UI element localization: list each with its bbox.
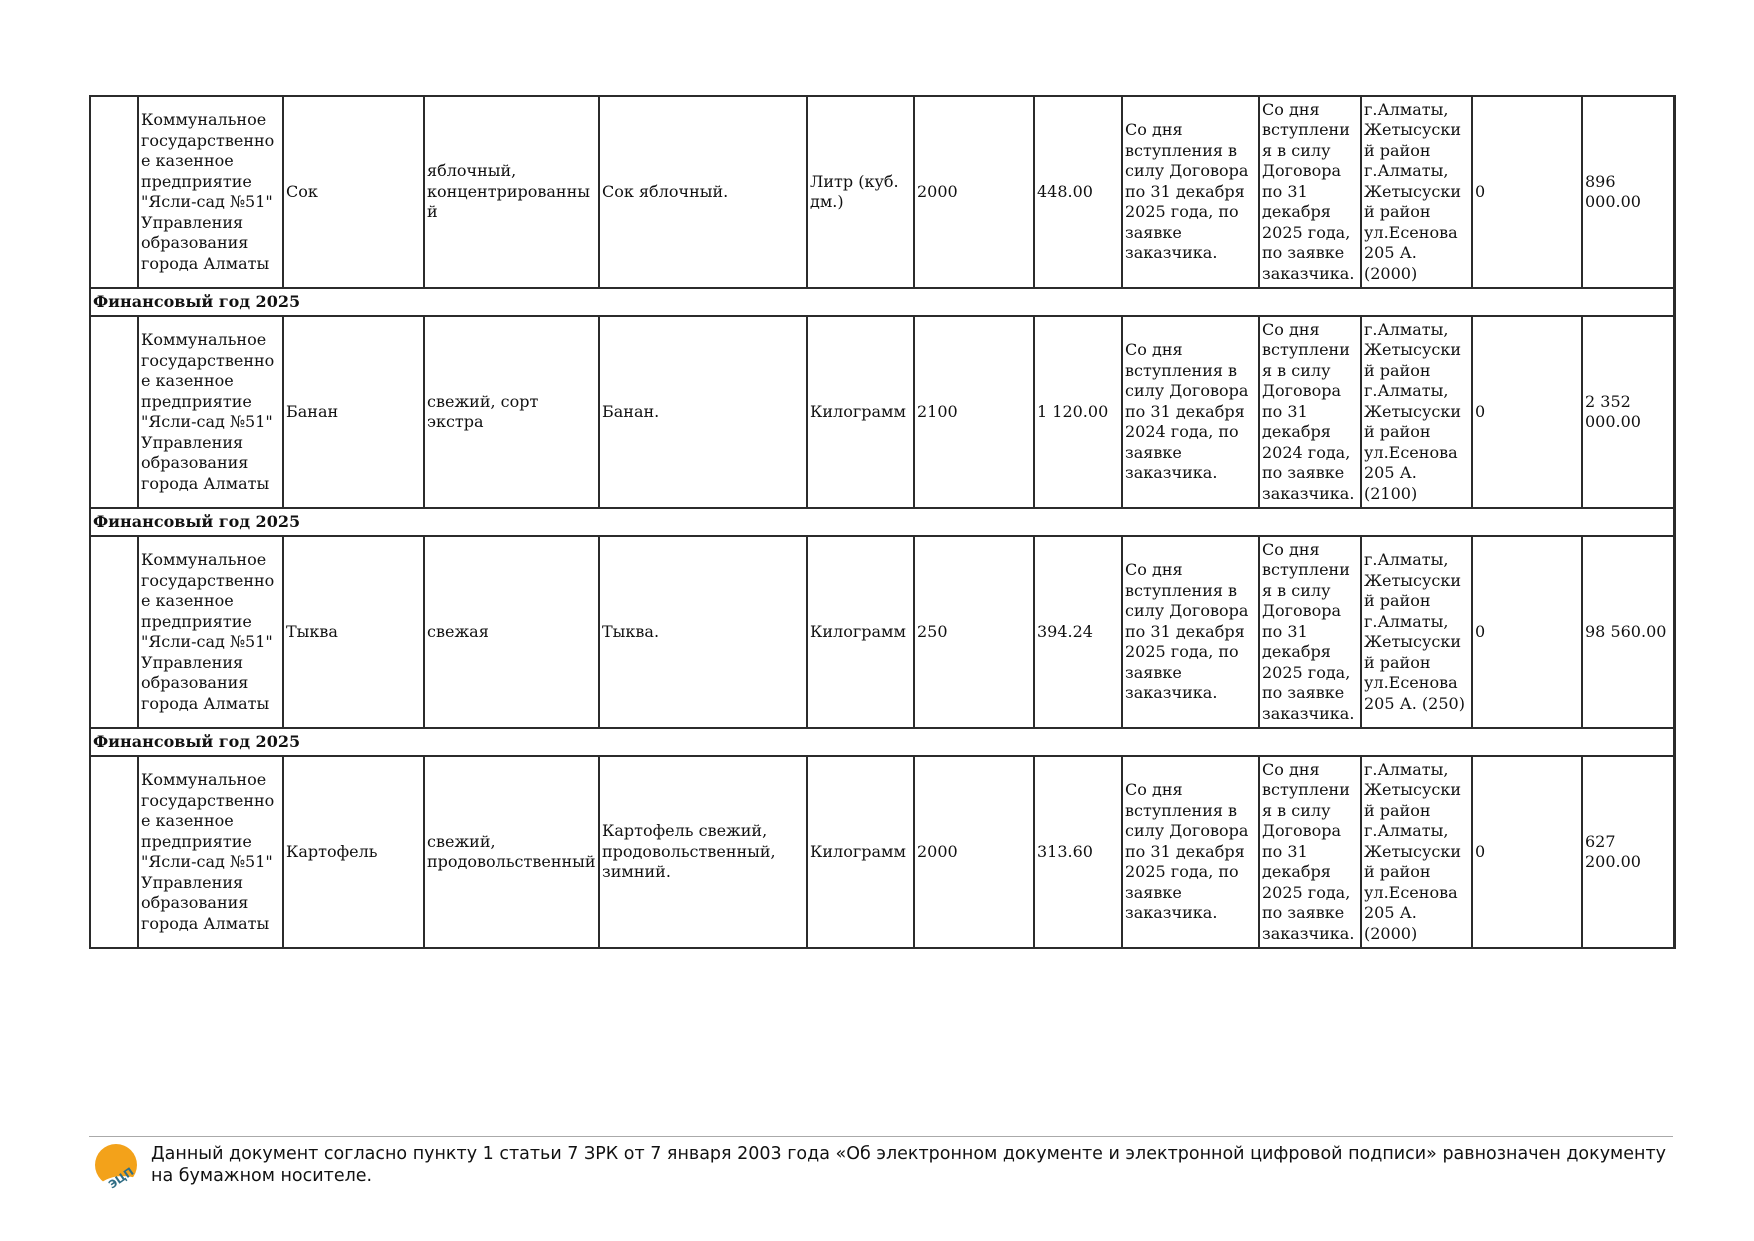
item-name-cell: Картофель [283,756,424,948]
advance-cell: 0 [1472,756,1582,948]
description-cell: Сок яблочный. [599,96,807,288]
quantity-cell: 250 [914,536,1034,728]
price-cell: 448.00 [1034,96,1122,288]
delivery-term-cell: Со дня вступления в силу Договора по 31 декабря 2025 года, по заявке заказчика. [1259,536,1361,728]
unit-cell: Килограмм [807,756,914,948]
unit-cell: Килограмм [807,316,914,508]
unit-cell: Литр (куб. дм.) [807,96,914,288]
table-row [90,756,1674,948]
description-cell: Тыква. [599,536,807,728]
quantity-cell: 2000 [914,96,1034,288]
customer-cell: Коммунальное государственное казенное предприятие "Ясли-сад №51" Управления образования города Алматы [138,316,283,508]
advance-cell: 0 [1472,96,1582,288]
description-cell: Банан. [599,316,807,508]
term-cell: Со дня вступления в силу Договора по 31 декабря 2025 года, по заявке заказчика. [1122,756,1259,948]
characteristic-cell: яблочный, концентрированный [424,96,599,288]
delivery-term-cell: Со дня вступления в силу Договора по 31 декабря 2024 года, по заявке заказчика. [1259,316,1361,508]
procurement-table [89,95,1676,949]
characteristic-cell: свежий, продовольственный [424,756,599,948]
empty-cell [90,96,138,288]
item-name-cell: Тыква [283,536,424,728]
amount-cell: 896 000.00 [1582,96,1674,288]
table-row [90,316,1674,508]
advance-cell: 0 [1472,316,1582,508]
table-row [90,536,1674,728]
unit-cell: Килограмм [807,536,914,728]
customer-cell: Коммунальное государственное казенное предприятие "Ясли-сад №51" Управления образования города Алматы [138,536,283,728]
quantity-cell: 2100 [914,316,1034,508]
fin-year-row [90,508,1674,536]
item-name-cell: Банан [283,316,424,508]
logo-lettering: ЭЦП [106,1165,137,1191]
delivery-place-cell: г.Алматы, Жетысуский район г.Алматы, Жетысуский район ул.Есенова 205 А. (250) [1361,536,1472,728]
price-cell: 1 120.00 [1034,316,1122,508]
table-row [90,96,1674,288]
fin-year-label: Финансовый год 2025 [90,728,1674,756]
footer-divider [89,1136,1673,1137]
delivery-place-cell: г.Алматы, Жетысуский район г.Алматы, Жетысуский район ул.Есенова 205 А. (2000) [1361,96,1472,288]
amount-cell: 2 352 000.00 [1582,316,1674,508]
fin-year-label: Финансовый год 2025 [90,508,1674,536]
term-cell: Со дня вступления в силу Договора по 31 декабря 2024 года, по заявке заказчика. [1122,316,1259,508]
delivery-term-cell: Со дня вступления в силу Договора по 31 декабря 2025 года, по заявке заказчика. [1259,96,1361,288]
price-cell: 394.24 [1034,536,1122,728]
term-cell: Со дня вступления в силу Договора по 31 декабря 2025 года, по заявке заказчика. [1122,96,1259,288]
empty-cell [90,316,138,508]
empty-cell [90,536,138,728]
delivery-place-cell: г.Алматы, Жетысуский район г.Алматы, Жетысуский район ул.Есенова 205 А. (2000) [1361,756,1472,948]
term-cell: Со дня вступления в силу Договора по 31 декабря 2025 года, по заявке заказчика. [1122,536,1259,728]
item-name-cell: Сок [283,96,424,288]
advance-cell: 0 [1472,536,1582,728]
fin-year-row [90,728,1674,756]
delivery-term-cell: Со дня вступления в силу Договора по 31 декабря 2025 года, по заявке заказчика. [1259,756,1361,948]
price-cell: 313.60 [1034,756,1122,948]
ecp-logo-icon [92,1141,142,1191]
amount-cell: 627 200.00 [1582,756,1674,948]
fin-year-row [90,288,1674,316]
amount-cell: 98 560.00 [1582,536,1674,728]
characteristic-cell: свежая [424,536,599,728]
customer-cell: Коммунальное государственное казенное предприятие "Ясли-сад №51" Управления образования города Алматы [138,96,283,288]
characteristic-cell: свежий, сорт экстра [424,316,599,508]
customer-cell: Коммунальное государственное казенное предприятие "Ясли-сад №51" Управления образования города Алматы [138,756,283,948]
quantity-cell: 2000 [914,756,1034,948]
description-cell: Картофель свежий, продовольственный, зимний. [599,756,807,948]
delivery-place-cell: г.Алматы, Жетысуский район г.Алматы, Жетысуский район ул.Есенова 205 А. (2100) [1361,316,1472,508]
empty-cell [90,756,138,948]
footer-note: Данный документ согласно пункту 1 статьи 7 ЗРК от 7 января 2003 года «Об электронном документе и электронной цифровой подписи» равнозначен документу на бумажном носителе. [151,1144,1667,1186]
fin-year-label: Финансовый год 2025 [90,288,1674,316]
